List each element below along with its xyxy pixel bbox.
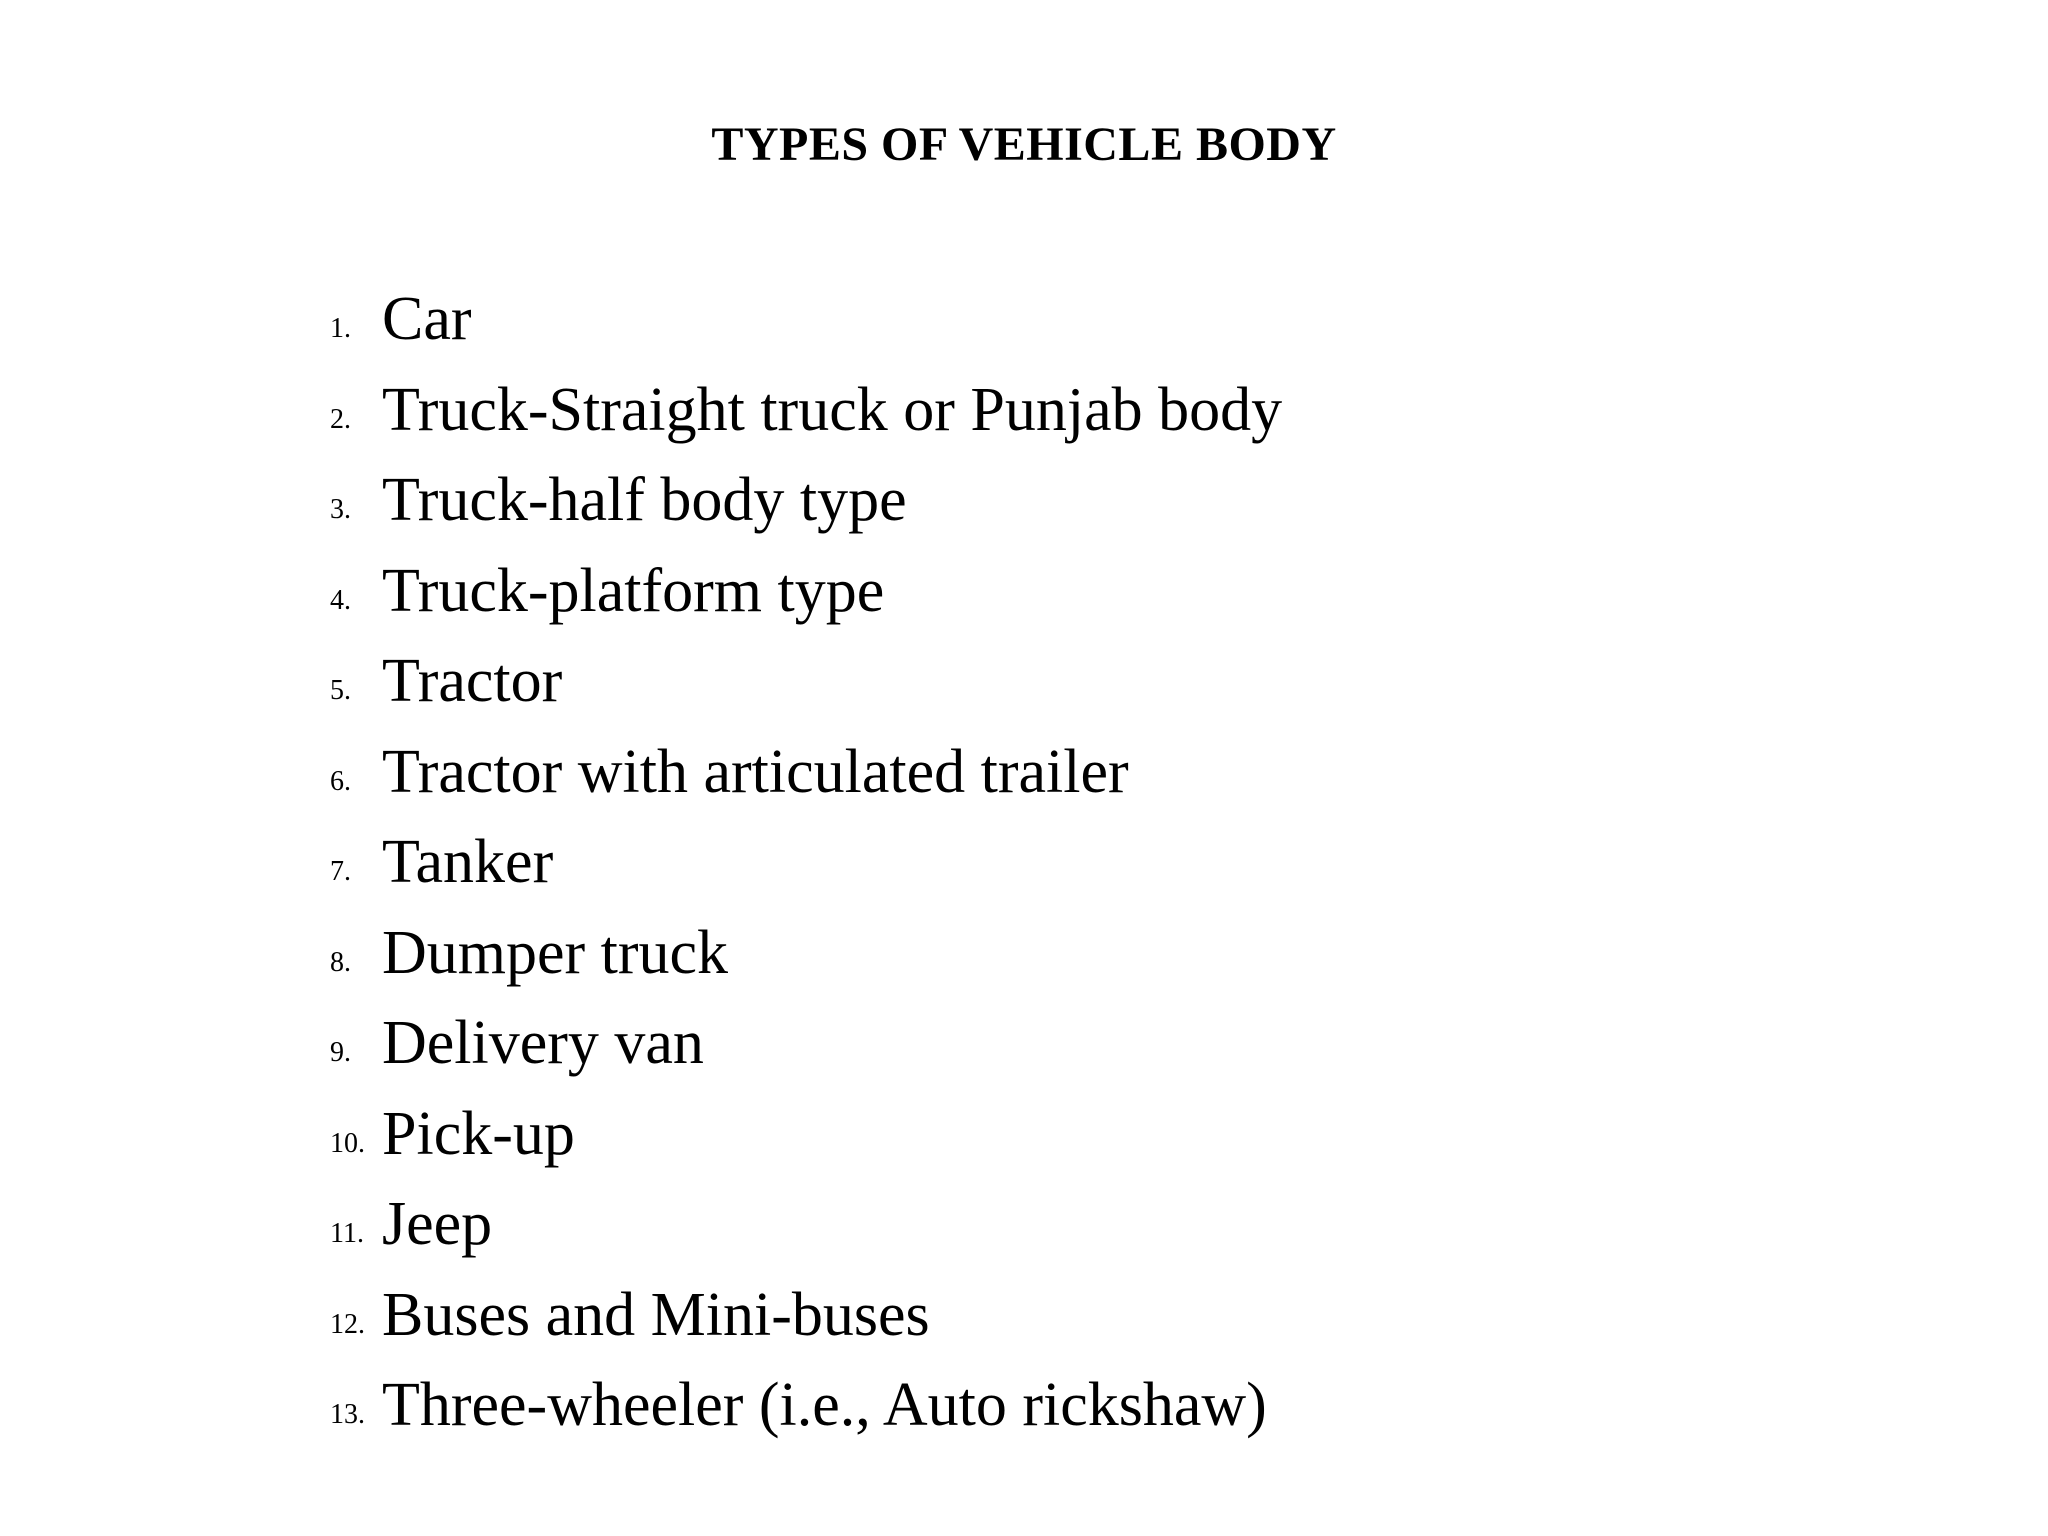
list-item-number: 7.	[330, 856, 351, 887]
list-item-label: Truck-platform type	[382, 556, 885, 625]
list-item-number: 9.	[330, 1037, 351, 1068]
list-item-label: Delivery van	[382, 1009, 704, 1077]
list-item-number: 5.	[330, 675, 351, 706]
list-item-label: Tractor	[382, 647, 563, 715]
page-title: TYPES OF VEHICLE BODY	[711, 118, 1337, 171]
list-item-number: 10.	[330, 1127, 365, 1159]
list-item-label: Pick-up	[382, 1099, 575, 1168]
list-item-number: 13.	[330, 1399, 365, 1430]
list-item-number: 6.	[330, 765, 351, 797]
list-item-label: Three-wheeler (i.e., Auto rickshaw)	[382, 1371, 1267, 1439]
list-item-number: 2.	[330, 403, 351, 435]
list-item-number: 8.	[330, 946, 351, 978]
list-item-label: Car	[382, 285, 472, 353]
list-item-number: 3.	[330, 494, 351, 525]
list-item-label: Truck-Straight truck or Punjab body	[382, 375, 1283, 444]
list-item-number: 1.	[330, 313, 351, 344]
list-item-label: Dumper truck	[382, 918, 729, 987]
list-item-number: 4.	[330, 584, 351, 616]
list-item-label: Truck-half body type	[382, 466, 907, 534]
list-item-number: 11.	[330, 1218, 364, 1249]
list-item-label: Jeep	[382, 1190, 493, 1258]
list-item-label: Buses and Mini-buses	[382, 1280, 930, 1349]
list-item-label: Tanker	[382, 828, 554, 896]
list-item-number: 12.	[330, 1308, 365, 1340]
list-item-label: Tractor with articulated trailer	[382, 737, 1129, 806]
